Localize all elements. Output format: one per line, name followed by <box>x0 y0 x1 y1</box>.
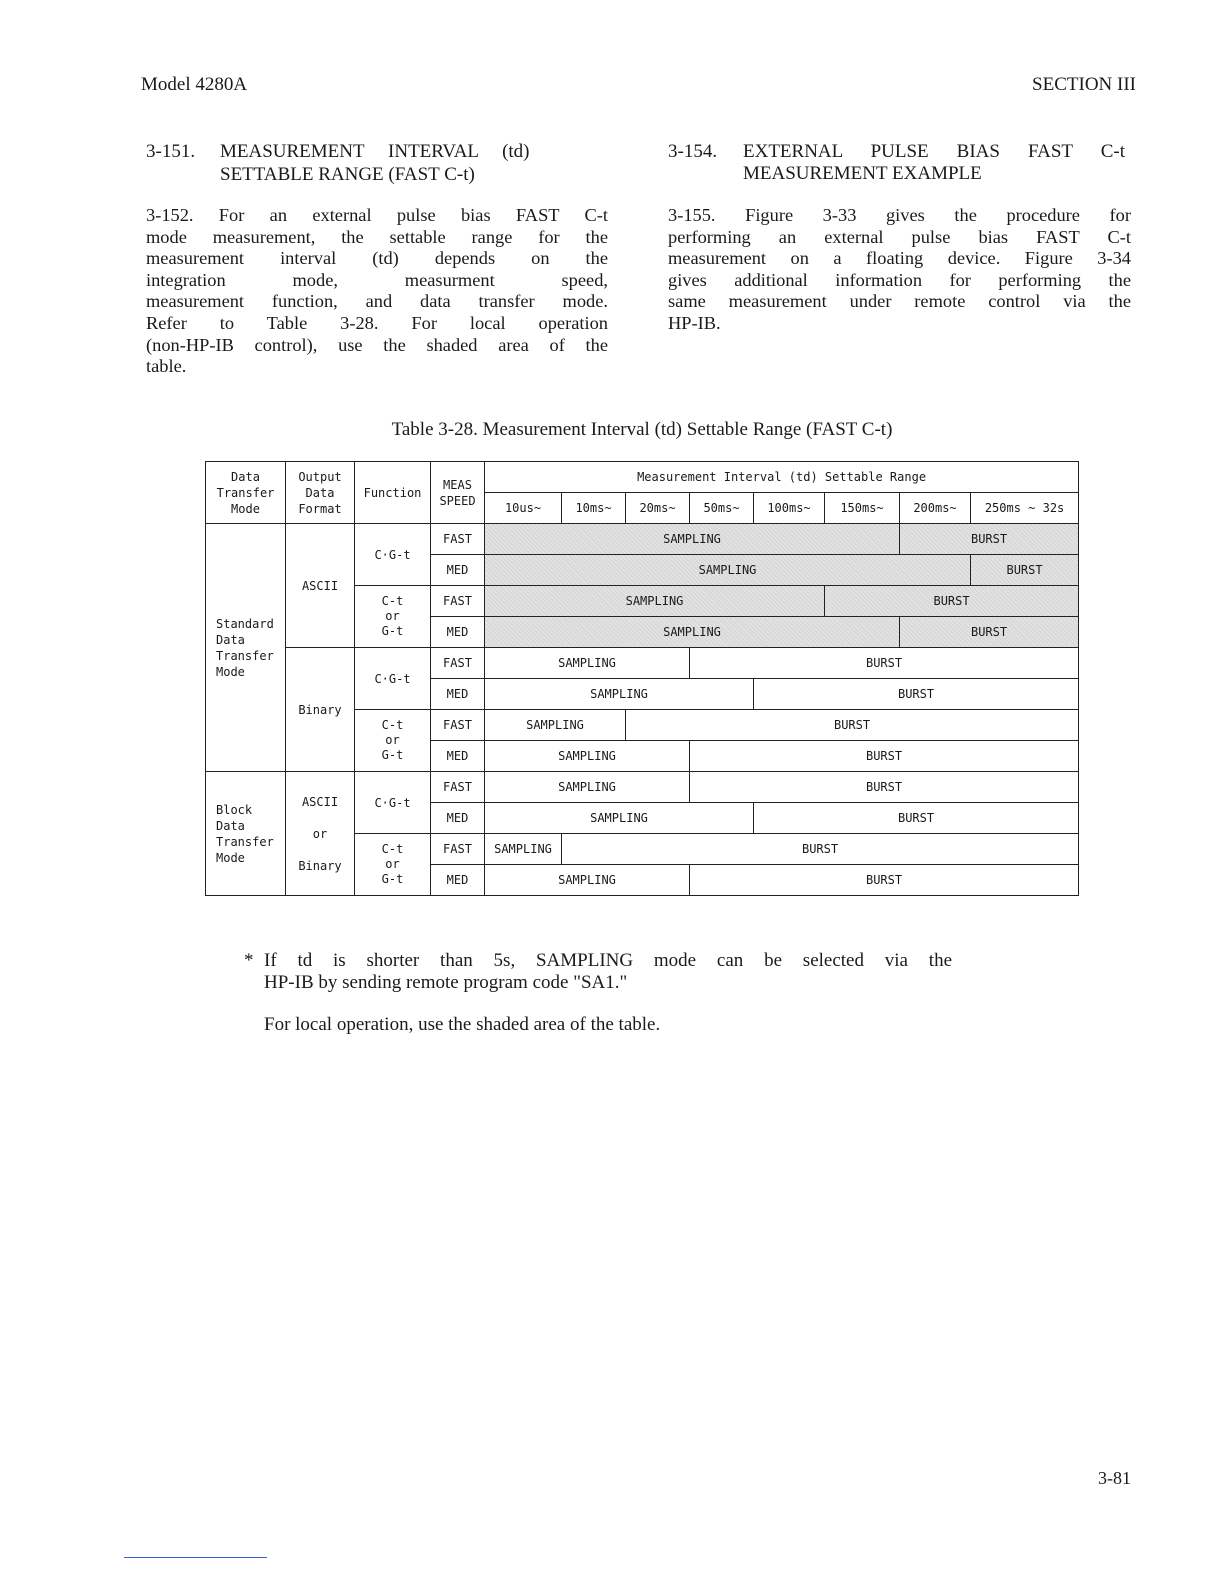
function-text: G-t <box>381 748 404 762</box>
header-data-transfer-mode <box>206 462 286 524</box>
mode-burst: BURST <box>971 555 1079 586</box>
mode-burst: BURST <box>900 524 1079 555</box>
speed-med: MED <box>431 741 485 772</box>
speed-fast: FAST <box>431 834 485 865</box>
para-line: performing an external pulse bias FAST C-t <box>668 226 1131 247</box>
range-column: 10us~ <box>485 493 562 524</box>
mode-burst: BURST <box>754 679 1079 710</box>
function-cgt: C·G-t <box>355 524 431 586</box>
para-line: gives additional information for performing the <box>668 269 1131 290</box>
header-function: Function <box>355 462 431 524</box>
function-ct-or-gt <box>355 834 431 896</box>
function-text: C-t <box>381 594 404 608</box>
mode-sampling: SAMPLING <box>485 648 690 679</box>
mode-sampling: SAMPLING <box>485 617 900 648</box>
paragraph-3-152 <box>146 205 608 378</box>
group-block <box>206 772 286 896</box>
header-text: Transfer <box>216 485 275 500</box>
range-column: 10ms~ <box>562 493 626 524</box>
para-line: mode measurement, the settable range for the <box>146 226 608 247</box>
mode-burst: BURST <box>690 772 1079 803</box>
speed-fast: FAST <box>431 524 485 555</box>
mode-burst: BURST <box>690 865 1079 896</box>
group-text: Data <box>216 818 245 833</box>
para-line: integration mode, measurment speed, <box>146 269 608 290</box>
mode-burst: BURST <box>690 741 1079 772</box>
format-text: ASCII <box>301 794 339 809</box>
para-line: measurement interval (td) depends on the <box>146 248 608 269</box>
function-text: C-t <box>381 718 404 732</box>
mode-sampling: SAMPLING <box>485 555 971 586</box>
speed-fast: FAST <box>431 710 485 741</box>
group-standard <box>206 524 286 772</box>
format-text: or <box>312 826 328 841</box>
mode-sampling: SAMPLING <box>485 772 690 803</box>
group-text: Standard <box>216 616 274 631</box>
function-cgt: C·G-t <box>355 648 431 710</box>
header-model: Model 4280A <box>141 74 248 95</box>
footnote-star: * <box>244 950 254 971</box>
group-text: Transfer <box>216 648 274 663</box>
para-line: table. <box>146 356 187 377</box>
para-line: (non-HP-IB control), use the shaded area of the <box>146 334 608 355</box>
para-line: Refer to Table 3-28. For local operation <box>146 312 608 333</box>
speed-med: MED <box>431 617 485 648</box>
header-text: Format <box>298 501 342 516</box>
function-text: or <box>385 857 400 871</box>
function-text: or <box>385 733 400 747</box>
mode-burst: BURST <box>825 586 1079 617</box>
table-caption: Table 3-28. Measurement Interval (td) Settable Range (FAST C-t) <box>391 419 893 440</box>
mode-sampling: SAMPLING <box>485 803 754 834</box>
function-cgt: C·G-t <box>355 772 431 834</box>
header-meas-speed <box>431 462 485 524</box>
format-ascii-or-binary <box>286 772 355 896</box>
footnote-line2: HP-IB by sending remote program code "SA1." <box>264 972 628 993</box>
range-column: 200ms~ <box>900 493 971 524</box>
group-text: Mode <box>216 850 245 865</box>
para-line: measurement on a floating device. Figure 3-34 <box>668 248 1131 269</box>
range-column: 250ms ~ 32s <box>971 493 1079 524</box>
function-text: G-t <box>381 872 404 886</box>
group-text: Data <box>216 632 245 647</box>
speed-med: MED <box>431 865 485 896</box>
header-range-title: Measurement Interval (td) Settable Range <box>485 462 1079 493</box>
mode-burst: BURST <box>562 834 1079 865</box>
mode-burst: BURST <box>690 648 1079 679</box>
speed-fast: FAST <box>431 772 485 803</box>
format-text: Binary <box>298 858 342 873</box>
range-column: 150ms~ <box>825 493 900 524</box>
mode-sampling: SAMPLING <box>485 710 626 741</box>
page-number: 3-81 <box>1098 1468 1131 1488</box>
para-line: measurement function, and data transfer mode. <box>146 291 608 312</box>
header-text: Data <box>231 469 260 484</box>
range-column: 100ms~ <box>754 493 825 524</box>
paragraph-3-155 <box>668 205 1131 335</box>
mode-burst: BURST <box>754 803 1079 834</box>
function-ct-or-gt <box>355 586 431 648</box>
scan-artifact-line <box>124 1557 267 1558</box>
header-output-data-format <box>286 462 355 524</box>
function-text: or <box>385 609 400 623</box>
format-ascii: ASCII <box>286 524 355 648</box>
section-3-154-number: 3-154. <box>668 141 718 162</box>
section-3-151-title-line1: MEASUREMENT INTERVAL (td) <box>220 141 530 162</box>
function-ct-or-gt <box>355 710 431 772</box>
header-text: Output <box>298 469 342 484</box>
section-3-154-title-line1: EXTERNAL PULSE BIAS FAST C-t <box>743 141 1125 162</box>
mode-sampling: SAMPLING <box>485 741 690 772</box>
speed-fast: FAST <box>431 586 485 617</box>
header-text: Mode <box>231 501 260 516</box>
mode-burst: BURST <box>900 617 1079 648</box>
header-text: SPEED <box>439 493 476 508</box>
range-column: 50ms~ <box>690 493 754 524</box>
header-text: Data <box>305 485 335 500</box>
para-line: 3-152. For an external pulse bias FAST C-t <box>146 205 608 225</box>
para-line: same measurement under remote control via the <box>668 291 1131 312</box>
mode-sampling: SAMPLING <box>485 865 690 896</box>
mode-sampling: SAMPLING <box>485 834 562 865</box>
group-text: Mode <box>216 664 245 679</box>
function-text: G-t <box>381 624 404 638</box>
para-line: HP-IB. <box>668 312 721 333</box>
mode-sampling: SAMPLING <box>485 586 825 617</box>
format-binary: Binary <box>286 648 355 772</box>
section-3-154-title-line2: MEASUREMENT EXAMPLE <box>743 163 982 184</box>
footnote-line3: For local operation, use the shaded area of the table. <box>264 1014 661 1035</box>
mode-burst: BURST <box>626 710 1079 741</box>
speed-fast: FAST <box>431 648 485 679</box>
speed-med: MED <box>431 555 485 586</box>
group-text: Block <box>216 802 253 817</box>
mode-sampling: SAMPLING <box>485 524 900 555</box>
range-column: 20ms~ <box>626 493 690 524</box>
section-3-151-number: 3-151. <box>146 141 196 162</box>
para-line: 3-155. Figure 3-33 gives the procedure for <box>668 205 1131 225</box>
function-text: C-t <box>381 842 404 856</box>
mode-sampling: SAMPLING <box>485 679 754 710</box>
group-text: Transfer <box>216 834 274 849</box>
footnote-line1: If td is shorter than 5s, SAMPLING mode can be selected via the <box>264 950 952 971</box>
header-section: SECTION III <box>1032 74 1136 95</box>
settable-range-table <box>205 461 1079 896</box>
speed-med: MED <box>431 679 485 710</box>
section-3-151-title-line2: SETTABLE RANGE (FAST C-t) <box>220 164 475 185</box>
speed-med: MED <box>431 803 485 834</box>
header-text: MEAS <box>443 477 472 492</box>
